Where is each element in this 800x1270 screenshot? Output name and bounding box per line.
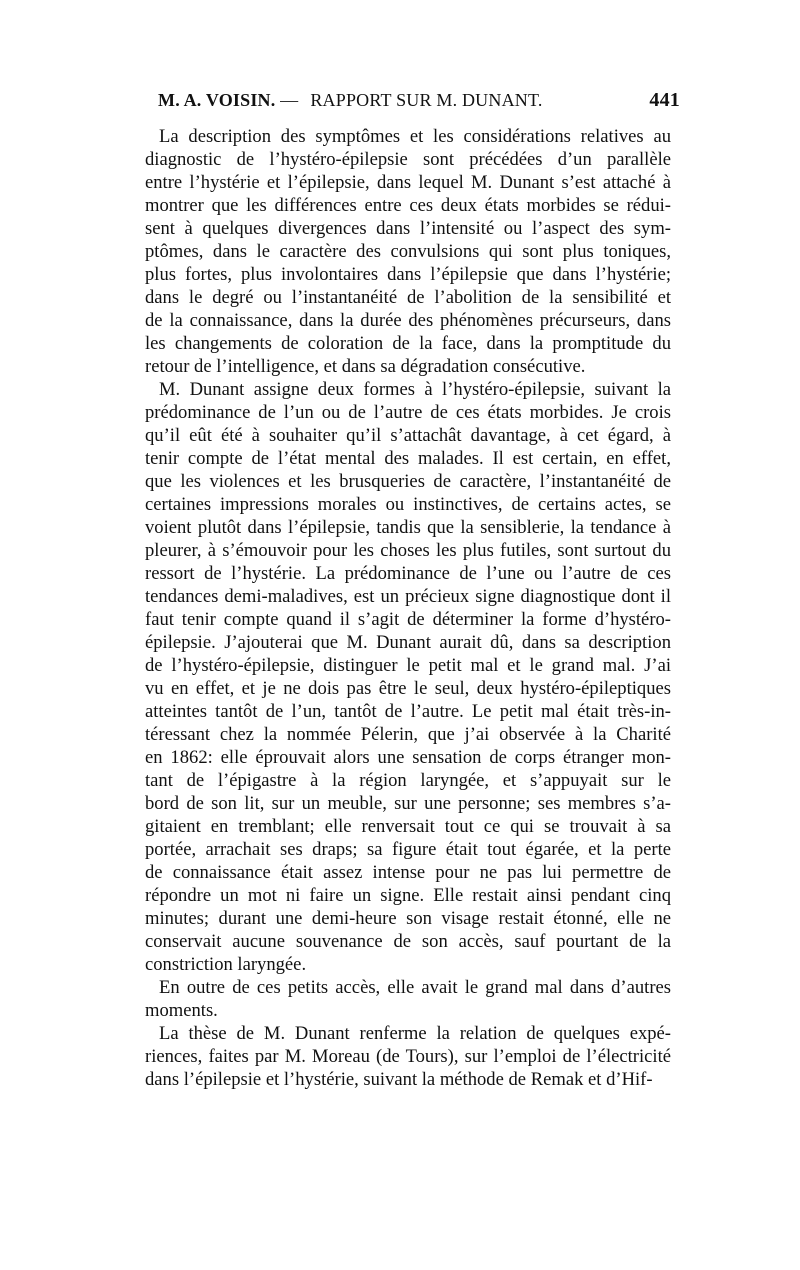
running-head-title: RAPPORT SUR M. DUNANT. bbox=[310, 90, 543, 110]
text-line: plus fortes, plus involontaires dans l’épilepsie que dans l’hystérie; bbox=[145, 264, 671, 285]
text-line: M. Dunant assigne deux formes à l’hystéro-épilepsie, suivant la bbox=[159, 379, 671, 400]
text-line: tenir compte de l’état mental des malades. Il est certain, en effet, bbox=[145, 448, 671, 469]
text-line: en 1862: elle éprouvait alors une sensation de corps étranger mon- bbox=[145, 747, 671, 768]
text-line: dans l’épilepsie et l’hystérie, suivant la méthode de Remak et d’Hif- bbox=[145, 1069, 653, 1090]
text-line: montrer que les différences entre ces deux états morbides se rédui- bbox=[145, 195, 671, 216]
text-line: conservait aucune souvenance de son accès, sauf pourtant de la bbox=[145, 931, 671, 952]
page-number: 441 bbox=[649, 89, 680, 111]
text-line: sent à quelques divergences dans l’intensité ou l’aspect des sym- bbox=[145, 218, 671, 239]
text-line: portée, arrachait ses draps; sa figure était tout égarée, et la perte bbox=[145, 839, 671, 860]
text-line: de connaissance était assez intense pour ne pas lui permettre de bbox=[145, 862, 671, 883]
paragraph bbox=[131, 125, 671, 378]
text-line: moments. bbox=[145, 1000, 218, 1021]
text-line: La description des symptômes et les considérations relatives au bbox=[159, 126, 671, 147]
text-line: téressant chez la nommée Pélerin, que j’ai observée à la Charité bbox=[145, 724, 671, 745]
paragraph bbox=[131, 976, 671, 1022]
text-line: diagnostic de l’hystéro-épilepsie sont précédées d’un parallèle bbox=[145, 149, 671, 170]
text-line: faut tenir compte quand il s’agit de déterminer la forme d’hystéro- bbox=[145, 609, 671, 630]
text-line: certaines impressions morales ou instinctives, de certains actes, se bbox=[145, 494, 671, 515]
text-line: de la connaissance, dans la durée des phénomènes précurseurs, dans bbox=[145, 310, 671, 331]
running-head-author: M. A. VOISIN. — bbox=[158, 90, 299, 110]
text-line: tendances demi-maladives, est un précieux signe diagnostique dont il bbox=[145, 586, 671, 607]
body-text bbox=[131, 125, 671, 1091]
text-line: tant de l’épigastre à la région laryngée, et s’appuyait sur le bbox=[145, 770, 671, 791]
text-line: de l’hystéro-épilepsie, distinguer le petit mal et le grand mal. J’ai bbox=[145, 655, 671, 676]
text-line: prédominance de l’un ou de l’autre de ces états morbides. Je crois bbox=[145, 402, 671, 423]
text-line: En outre de ces petits accès, elle avait le grand mal dans d’autres bbox=[159, 977, 671, 998]
text-line: minutes; durant une demi-heure son visage restait étonné, elle ne bbox=[145, 908, 671, 929]
text-line: atteintes tantôt de l’un, tantôt de l’autre. Le petit mal était très-in- bbox=[145, 701, 671, 722]
running-head bbox=[158, 89, 680, 115]
text-line: qu’il eût été à souhaiter qu’il s’attachât davantage, à cet égard, à bbox=[145, 425, 671, 446]
text-line: épilepsie. J’ajouterai que M. Dunant aurait dû, dans sa description bbox=[145, 632, 671, 653]
text-line: bord de son lit, sur un meuble, sur une personne; ses membres s’a- bbox=[145, 793, 671, 814]
paragraph bbox=[131, 378, 671, 976]
text-line: dans le degré ou l’instantanéité de l’abolition de la sensibilité et bbox=[145, 287, 671, 308]
text-line: gitaient en tremblant; elle renversait tout ce qui se trouvait à sa bbox=[145, 816, 671, 837]
text-line: pleurer, à s’émouvoir pour les choses les plus futiles, sont surtout du bbox=[145, 540, 671, 561]
text-line: ressort de l’hystérie. La prédominance de l’une ou l’autre de ces bbox=[145, 563, 671, 584]
text-line: constriction laryngée. bbox=[145, 954, 307, 975]
paragraph bbox=[131, 1022, 671, 1091]
text-line: les changements de coloration de la face, dans la promptitude du bbox=[145, 333, 671, 354]
text-line: La thèse de M. Dunant renferme la relation de quelques expé- bbox=[159, 1023, 671, 1044]
text-line: ptômes, dans le caractère des convulsions qui sont plus toniques, bbox=[145, 241, 671, 262]
text-line: voient plutôt dans l’épilepsie, tandis que la sensiblerie, la tendance à bbox=[145, 517, 671, 538]
text-line: retour de l’intelligence, et dans sa dégradation consécutive. bbox=[145, 356, 586, 377]
text-line: riences, faites par M. Moreau (de Tours), sur l’emploi de l’électricité bbox=[145, 1046, 671, 1067]
text-line: que les violences et les brusqueries de caractère, l’instantanéité de bbox=[145, 471, 671, 492]
text-line: répondre un mot ni faire un signe. Elle restait ainsi pendant cinq bbox=[145, 885, 671, 906]
text-line: entre l’hystérie et l’épilepsie, dans lequel M. Dunant s’est attaché à bbox=[145, 172, 671, 193]
text-line: vu en effet, et je ne dois pas être le seul, deux hystéro-épileptiques bbox=[145, 678, 671, 699]
